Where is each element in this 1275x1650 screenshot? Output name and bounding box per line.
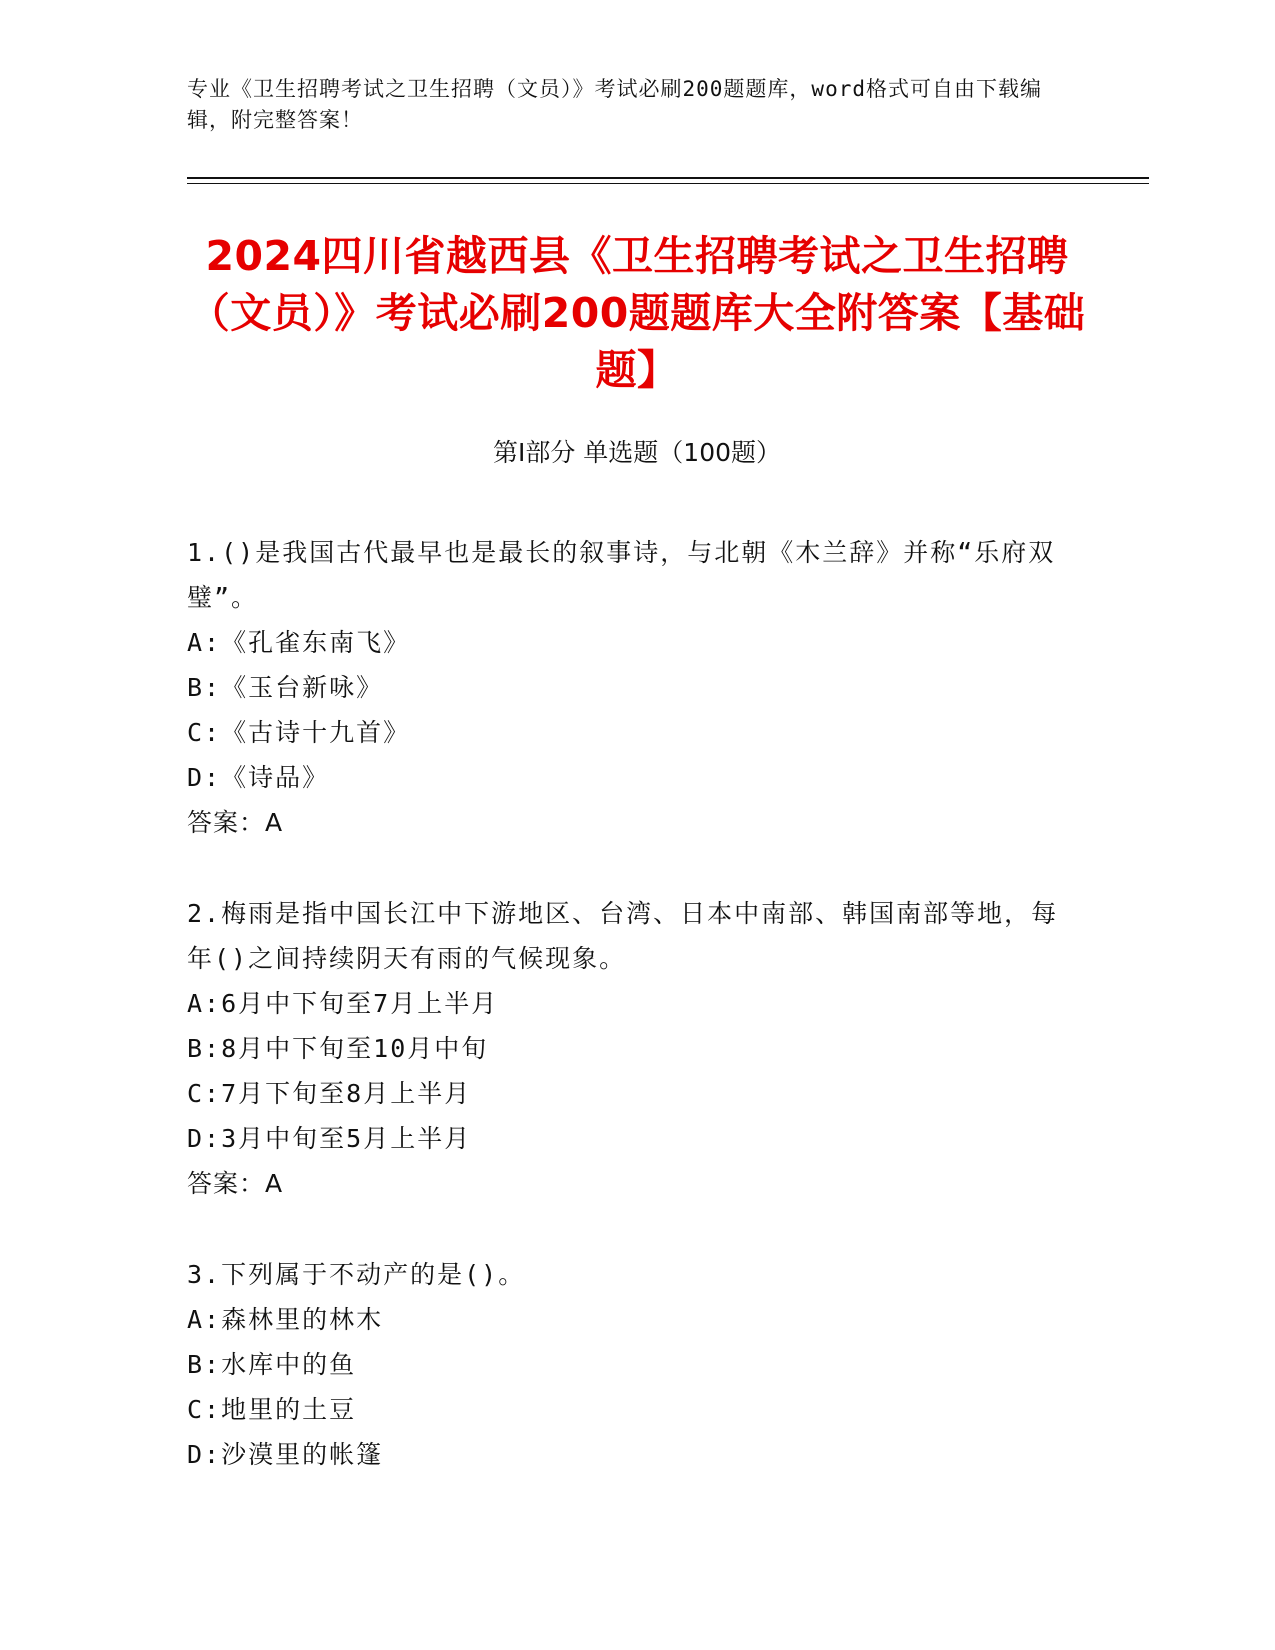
question-1: [187, 530, 1067, 845]
question-3: [187, 1252, 1067, 1477]
document-title: 2024四川省越西县《卫生招聘考试之卫生招聘（文员）》考试必刷200题题库大全附答案【基础题】: [188, 232, 1086, 394]
option-d: D:《诗品》: [187, 763, 330, 792]
question-stem: 1.()是我国古代最早也是最长的叙事诗，与北朝《木兰辞》并称“乐府双璧”。: [187, 538, 1056, 612]
option-c: C:地里的土豆: [187, 1395, 357, 1424]
question-gap: [187, 845, 1067, 891]
question-stem: 2.梅雨是指中国长江中下游地区、台湾、日本中南部、韩国南部等地，每年()之间持续阴天有雨的气候现象。: [187, 899, 1059, 973]
answer-line: 答案：A: [187, 1169, 284, 1198]
option-b: B:水库中的鱼: [187, 1350, 357, 1379]
question-stem: 3.下列属于不动产的是()。: [187, 1260, 526, 1289]
option-d: D:沙漠里的帐篷: [187, 1440, 384, 1469]
option-b: B:《玉台新咏》: [187, 673, 384, 702]
option-d: D:3月中旬至5月上半月: [187, 1124, 472, 1153]
option-c: C:《古诗十九首》: [187, 718, 411, 747]
answer-line: 答案：A: [187, 808, 284, 837]
question-list: [187, 530, 1067, 1477]
option-b: B:8月中下旬至10月中旬: [187, 1034, 489, 1063]
option-a: A:森林里的林木: [187, 1305, 384, 1334]
header-rule-thin: [187, 183, 1149, 184]
option-a: A:6月中下旬至7月上半月: [187, 989, 499, 1018]
header-rule-thick: [187, 177, 1149, 179]
header-note: 专业《卫生招聘考试之卫生招聘（文员）》考试必刷200题题库，word格式可自由下载编辑，附完整答案！: [187, 77, 1042, 132]
question-2: [187, 891, 1067, 1206]
question-gap: [187, 1206, 1067, 1252]
section-heading: 第Ⅰ部分 单选题（100题）: [492, 438, 782, 467]
option-c: C:7月下旬至8月上半月: [187, 1079, 472, 1108]
option-a: A:《孔雀东南飞》: [187, 628, 411, 657]
